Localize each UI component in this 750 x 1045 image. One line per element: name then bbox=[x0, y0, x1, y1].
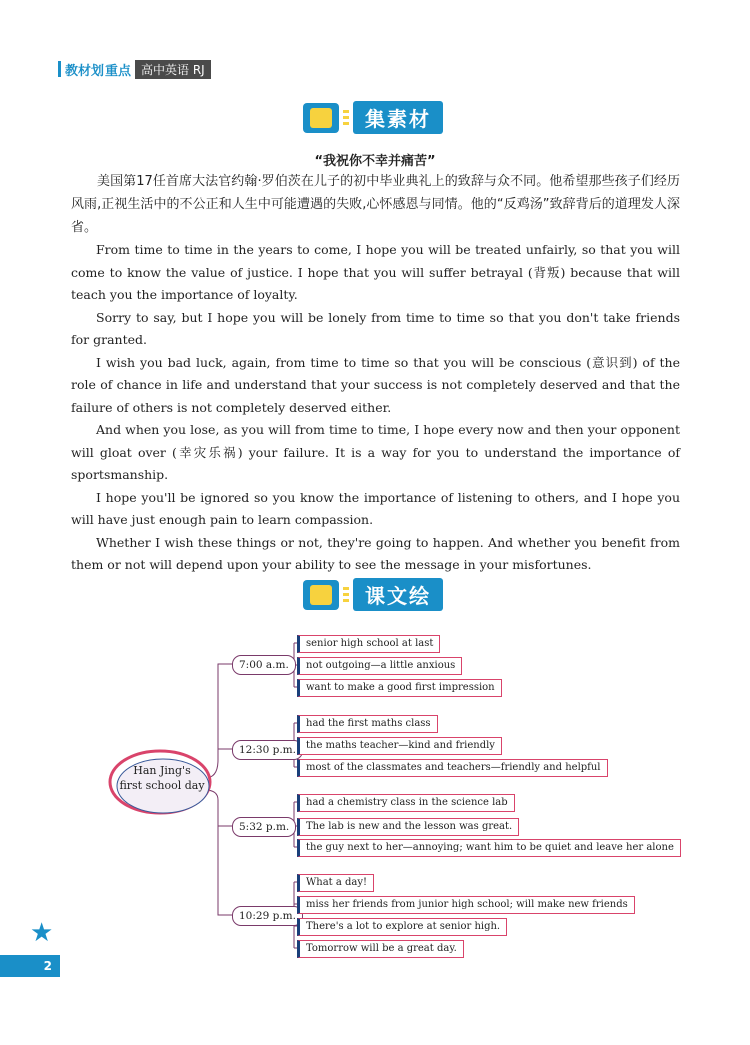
article-paragraph: I hope you'll be ignored so you know the importance of listening to others, and I hope you will have just enough pain to learn compassion. bbox=[71, 489, 680, 527]
center-line-2: first school day bbox=[119, 779, 205, 792]
mindmap-leaf: The lab is new and the lesson was great. bbox=[297, 818, 519, 836]
mindmap-leaf: not outgoing—a little anxious bbox=[297, 657, 462, 675]
time-node: 7:00 a.m. bbox=[232, 655, 296, 675]
connector-line bbox=[218, 749, 232, 760]
article-title: “我祝你不幸并痛苦” bbox=[314, 154, 436, 169]
mindmap-leaf: most of the classmates and teachers—friendly and helpful bbox=[297, 759, 608, 777]
time-node: 12:30 p.m. bbox=[232, 740, 303, 760]
mindmap-leaf: miss her friends from junior high school; will make new friends bbox=[297, 896, 635, 914]
mindmap-leaf: the maths teacher—kind and friendly bbox=[297, 737, 502, 755]
article-paragraph: From time to time in the years to come, I hope you will be treated unfairly, so that you will come to know the value of justice. I hope that you will suffer betrayal (背叛) because that will teach you the importance of loyalty. bbox=[71, 242, 680, 302]
center-line-1: Han Jing's bbox=[133, 764, 191, 777]
mindmap-leaf: had the first maths class bbox=[297, 715, 438, 733]
runner-icon: ★ bbox=[30, 918, 54, 948]
connector-line bbox=[218, 826, 232, 915]
mindmap-leaf: had a chemistry class in the science lab bbox=[297, 794, 515, 812]
center-node bbox=[110, 749, 214, 811]
time-node: 10:29 p.m. bbox=[232, 906, 303, 926]
mindmap-leaf: What a day! bbox=[297, 874, 374, 892]
section-title: 课文绘 bbox=[353, 578, 443, 611]
article-paragraph: Whether I wish these things or not, they're going to happen. And whether you benefit from them or not will depend upon your ability to see the message in your misfortunes. bbox=[71, 534, 680, 572]
mindmap-leaf: There's a lot to explore at senior high. bbox=[297, 918, 507, 936]
mindmap-leaf: senior high school at last bbox=[297, 635, 440, 653]
header-book-title: 教材划 bbox=[65, 63, 105, 79]
header-key-title: 重点 bbox=[105, 63, 132, 79]
page-number: 2 bbox=[0, 955, 60, 977]
mindmap-leaf: the guy next to her—annoying; want him to be quiet and leave her alone bbox=[297, 839, 681, 857]
mindmap-leaf: Tomorrow will be a great day. bbox=[297, 940, 464, 958]
header-subject: 高中英语 RJ bbox=[135, 60, 211, 79]
article-intro: 美国第17任首席大法官约翰·罗伯茨在儿子的初中毕业典礼上的致辞与众不同。他希望那些孩子们经历风雨,正视生活中的不公正和人生中可能遭遇的失败,心怀感恩与同情。他的“反鸡汤”致辞背后的道理发人深省。 bbox=[71, 174, 680, 235]
center-node-label bbox=[110, 763, 214, 793]
article-paragraph: I wish you bad luck, again, from time to time so that you will be conscious (意识到) of the role of chance in life and understand that your success is not completely deserved and that the failure of others is not completely deserved either. bbox=[71, 354, 680, 415]
article-paragraph: Sorry to say, but I hope you will be lonely from time to time so that you don't take friends for granted. bbox=[71, 309, 680, 347]
section-title: 集素材 bbox=[353, 101, 443, 134]
article-paragraph: And when you lose, as you will from time to time, I hope every now and then your opponent will gloat over (幸灾乐祸) your failure. It is a way for you to understand the importance of sportsmanship. bbox=[71, 422, 680, 482]
mindmap-leaf: want to make a good first impression bbox=[297, 679, 502, 697]
time-node: 5:32 p.m. bbox=[232, 817, 296, 837]
